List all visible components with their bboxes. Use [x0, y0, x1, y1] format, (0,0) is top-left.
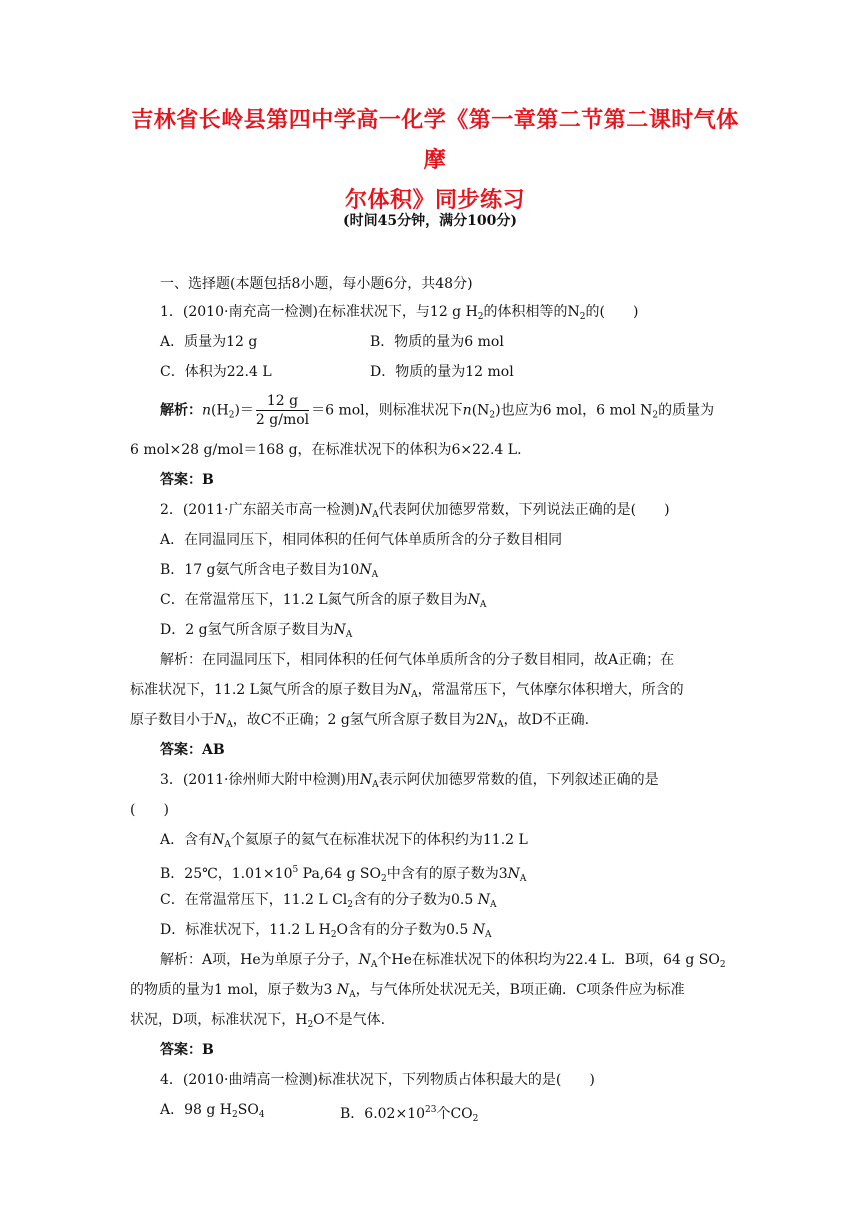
fraction: $\frac{12 g}{\text{2 g/mol}}$	[255, 393, 310, 428]
title-line-2: 尔体积》同步练习	[344, 187, 525, 213]
q2-option-a: A．在同温同压下，相同体积的任何气体单质所含的分子数目相同	[160, 532, 563, 548]
q1-options-ab	[160, 332, 504, 352]
q2-stem: 2．(2011·广东韶关市高一检测)$N_A$代表阿伏加德罗常数，下列说法正确的是( )	[160, 502, 670, 520]
q1-option-a: A．质量为12 g	[160, 334, 258, 350]
q2-analysis-line-2: 标准状况下，11.2 L氮气所含的原子数目为$N_A$，常温常压下，气体摩尔体积增大，所含的	[130, 682, 684, 700]
q4-option-a: A．98 g $H_2SO_4$	[160, 1102, 265, 1120]
time-score-note: (时间45分钟，满分100分)	[343, 213, 517, 229]
q2-option-d: D．2 g氢气所含原子数目为$N_A$	[160, 622, 353, 640]
q3-option-b: B．25℃，$1.01\times 10^5$ Pa,64 g $SO_2$中含有的原子数为$3N_A$	[160, 865, 527, 884]
q1-analysis: 解析：$n(H_2)=$ $\frac{12 g}{\text{2 g/mol}}$ ＝6 mol，则标准状况下$n(N_2)$也应为6 mol，6 mol $N_2$的质量为	[160, 393, 715, 428]
q3-answer: 答案：B	[160, 1042, 214, 1058]
document-title	[130, 100, 740, 220]
q2-option-c: C．在常温常压下，11.2 L氮气所含的原子数目为$N_A$	[160, 592, 487, 610]
q4-options-ab	[160, 1100, 479, 1125]
q1-analysis-line-2: 6 mol×28 g/mol＝168 g，在标准状况下的体积为6×22.4 L.	[130, 442, 522, 458]
q1-answer: 答案：B	[160, 472, 214, 488]
q3-analysis-line-2: 的物质的量为1 mol，原子数为3 $N_A$，与气体所处状况无关，B项正确．C项条件应为标准	[130, 982, 685, 1000]
q3-option-a: A．含有$N_A$个氦原子的氦气在标准状况下的体积约为11.2 L	[160, 832, 528, 850]
q3-stem-line-2: ( )	[130, 802, 169, 818]
q1-option-d: D．物质的量为12 mol	[370, 364, 514, 380]
q1-stem: 1．(2010·南充高一检测)在标准状况下，与12 g $H_2$的体积相等的$N_2$的( )	[160, 304, 639, 322]
section-heading: 一、选择题(本题包括8小题，每小题6分，共48分)	[160, 276, 473, 292]
q3-option-c: C．在常温常压下，11.2 L $Cl_2$含有的分子数为0.5 $N_A$	[160, 892, 497, 910]
q3-stem: 3．(2011·徐州师大附中检测)用$N_A$表示阿伏加德罗常数的值，下列叙述正确的是	[160, 772, 659, 790]
q1-option-b: B．物质的量为6 mol	[370, 334, 504, 350]
q2-option-b: B．17 g氨气所含电子数目为$10N_A$	[160, 562, 379, 580]
q2-answer: 答案：AB	[160, 742, 225, 758]
q4-option-b: B．$6.02\times 10^{23}$个$CO_2$	[340, 1105, 479, 1124]
q1-option-c: C．体积为22.4 L	[160, 364, 272, 380]
q1-options-cd	[160, 362, 514, 382]
q3-option-d: D．标准状况下，11.2 L $H_2O$含有的分子数为0.5 $N_A$	[160, 922, 492, 940]
title-line-1: 吉林省长岭县第四中学高一化学《第一章第二节第二课时气体摩	[131, 107, 739, 173]
q2-analysis-line-3: 原子数目小于$N_A$，故C不正确；2 g氢气所含原子数目为$2N_A$，故D不正确.	[130, 712, 590, 730]
q3-analysis-line-1: 解析：A项，He为单原子分子，$N_A$个He在标准状况下的体积均为22.4 L．B项，64 g $SO_2$	[160, 952, 726, 970]
q2-analysis-line-1: 解析：在同温同压下，相同体积的任何气体单质所含的分子数目相同，故A正确；在	[160, 652, 675, 668]
q3-analysis-line-3: 状况，D项，标准状况下，$H_2O$不是气体.	[130, 1012, 386, 1030]
q4-stem: 4．(2010·曲靖高一检测)标准状况下，下列物质占体积最大的是( )	[160, 1072, 595, 1088]
